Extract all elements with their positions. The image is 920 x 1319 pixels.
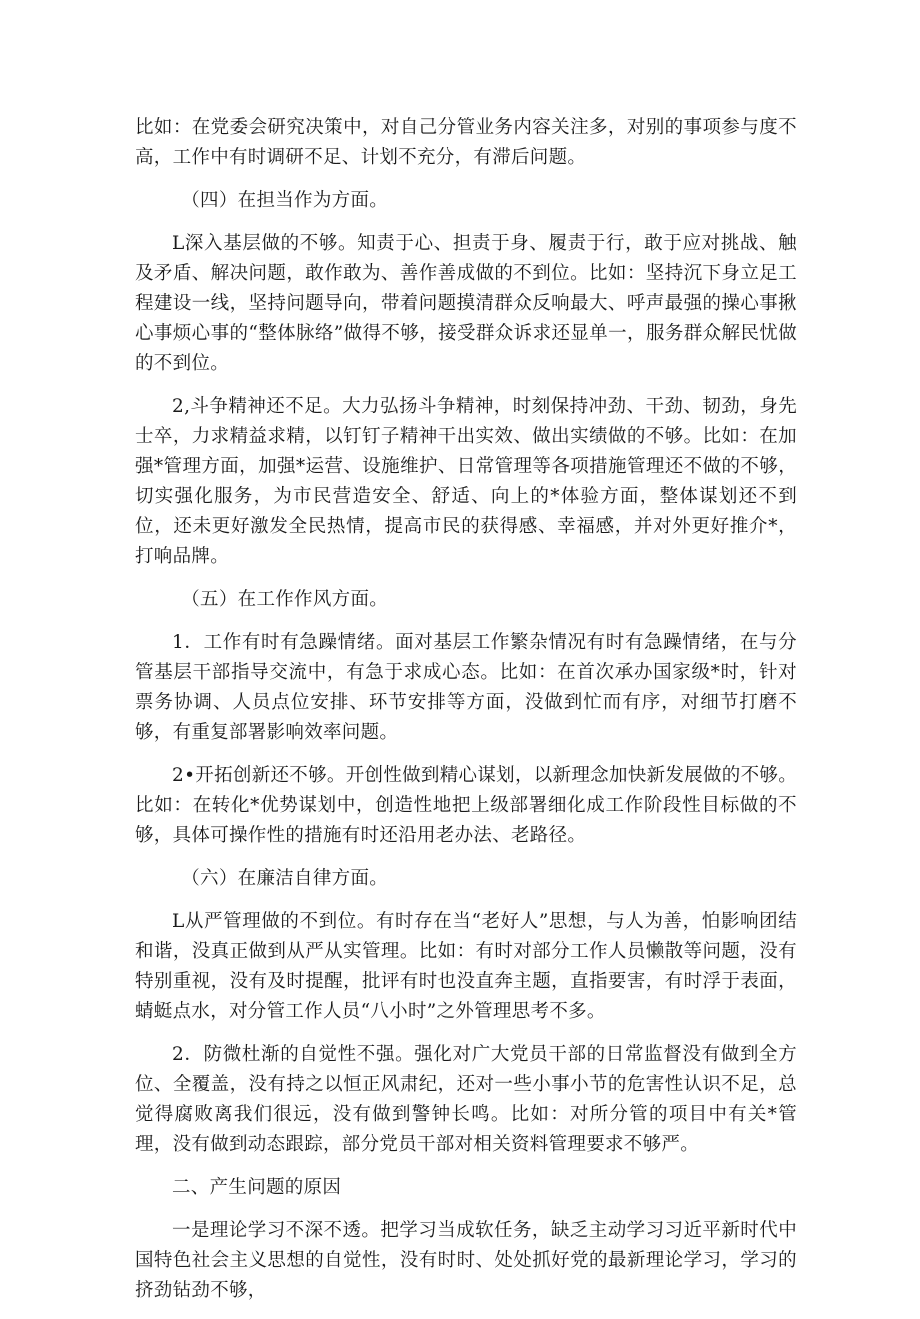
paragraph-4-1: L深入基层做的不够。知责于心、担责于身、履责于行，敢于应对挑战、触及矛盾、解决问题，敢作敢为、善作善成做的不到位。比如：坚持沉下身立足工程建设一线，坚持问题导向，带着问题摸清群众反响最大、呼声最强的操心事揪心事烦心事的“整体脉络”做得不够，接受群众诉求还显单一，服务群众解民忧做的不到位。 xyxy=(135,233,797,374)
paragraph-6-2: 2．防微杜渐的自觉性不强。强化对广大党员干部的日常监督没有做到全方位、全覆盖，没有持之以恒正风肃纪，还对一些小事小节的危害性认识不足，总觉得腐败离我们很远，没有做到警钟长鸣。比如：对所分管的项目中有关*管理，没有做到动态跟踪，部分党员干部对相关资料管理要求不够严。 xyxy=(135,1044,797,1155)
paragraph-cause-1: 一是理论学习不深不透。把学习当成软任务，缺乏主动学习习近平新时代中国特色社会主义思想的自觉性，没有时时、处处抓好党的最新理论学习，学习的挤劲钻劲不够， xyxy=(135,1220,797,1301)
paragraph-5-1: 1．工作有时有急躁情绪。面对基层工作繁杂情况有时有急躁情绪，在与分管基层干部指导交流中，有急于求成心态。比如：在首次承办国家级*时，针对票务协调、人员点位安排、环节安排等方面，没做到忙而有序，对细节打磨不够，有重复部署影响效率问题。 xyxy=(135,632,797,743)
section-heading-4: （四）在担当作为方面。 xyxy=(181,190,389,211)
paragraph-5-2: 2•开拓创新还不够。开创性做到精心谋划，以新理念加快新发展做的不够。比如：在转化*优势谋划中，创造性地把上级部署细化成工作阶段性目标做的不够，具体可操作性的措施有时还沿用老办法、老路径。 xyxy=(135,765,797,846)
section-heading-5: （五）在工作作风方面。 xyxy=(181,589,389,610)
paragraph-6-1: L从严管理做的不到位。有时存在当“老好人”思想，与人为善，怕影响团结和谐，没真正做到从严从实管理。比如：有时对部分工作人员懒散等问题，没有特别重视，没有及时提醒，批评有时也没直奔主题，直指要害，有时浮于表面，蜻蜓点水，对分管工作人员“八小时”之外管理思考不多。 xyxy=(135,911,797,1022)
paragraph-4-2: 2,斗争精神还不足。大力弘扬斗争精神，时刻保持冲劲、干劲、韧劲，身先士卒，力求精益求精，以钉钉子精神干出实效、做出实绩做的不够。比如：在加强*管理方面，加强*运营、设施维护、日常管理等各项措施管理还不做的不够，切实强化服务，为市民营造安全、舒适、向上的*体验方面，整体谋划还不到位，还未更好激发全民热情，提高市民的获得感、幸福感，并对外更好推介*，打响品牌。 xyxy=(135,396,797,567)
section-heading-causes: 二、产生问题的原因 xyxy=(172,1177,342,1198)
paragraph-continuation: 比如：在党委会研究决策中，对自己分管业务内容关注多，对别的事项参与度不高，工作中有时调研不足、计划不充分，有滞后问题。 xyxy=(135,117,797,168)
document-body xyxy=(135,113,797,1319)
section-heading-6: （六）在廉洁自律方面。 xyxy=(181,868,389,889)
